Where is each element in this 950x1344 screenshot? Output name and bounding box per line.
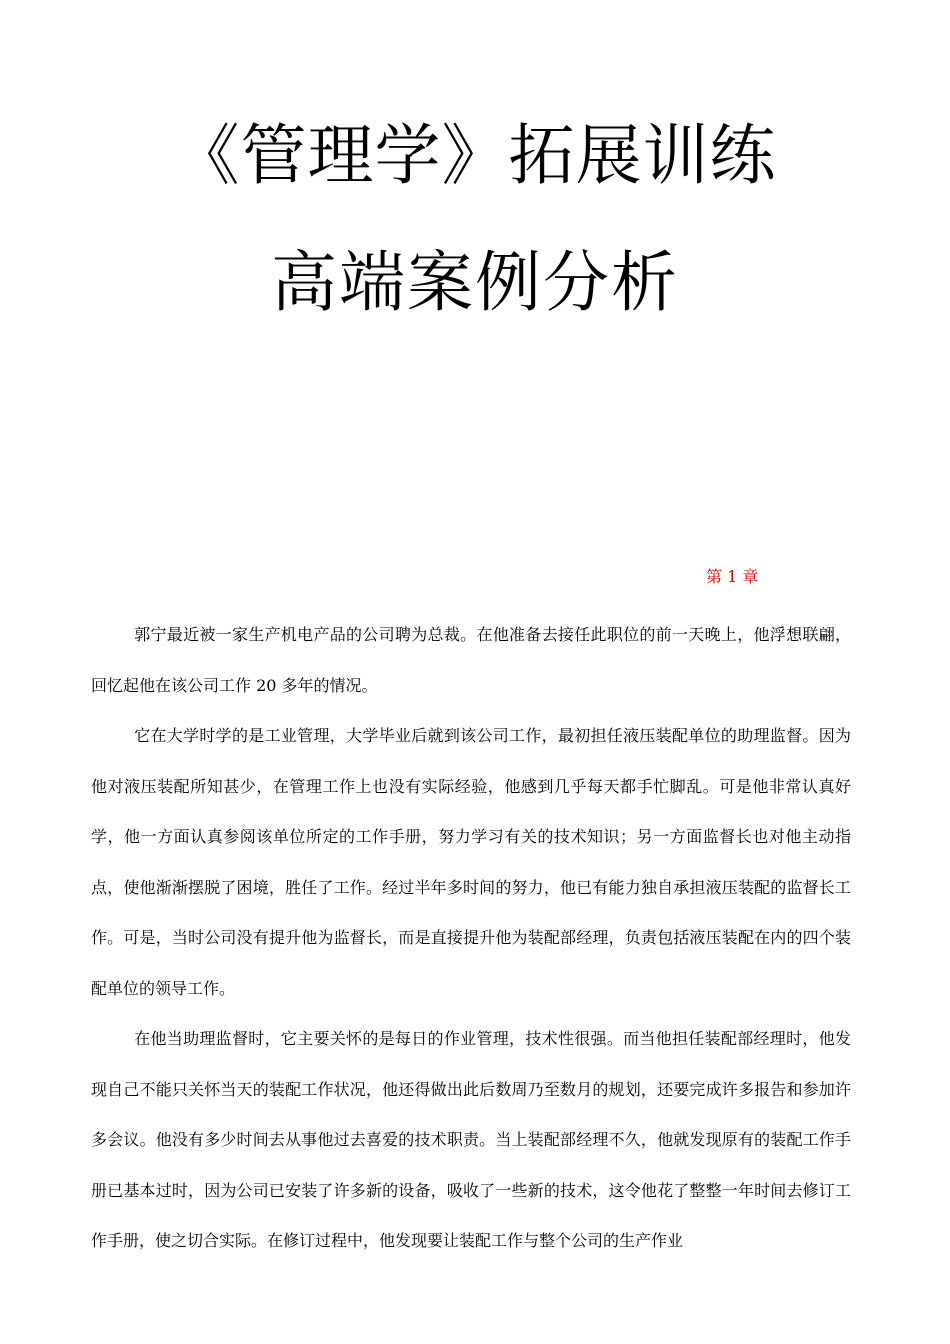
paragraph-3: 在他当助理监督时，它主要关怀的是每日的作业管理，技术性很强。而当他担任装配部经理时，他发现自己不能只关怀当天的装配工作状况，他还得做出此后数周乃至数月的规划，还要完成许多报告和参加许多会议。他没有多少时间去从事他过去喜爱的技术职责。当上装配部经理不久，他就发现原有的装配工作手册已基本过时，因为公司已安装了许多新的设备，吸收了一些新的技术，这令他花了整整一年时间去修订工作手册，使之切合实际。在修订过程中，他发现要让装配工作与整个公司的生产作业 bbox=[91, 1029, 851, 1250]
document-title-line-1: 《管理学》拓展训练 bbox=[173, 117, 777, 194]
case-body-text bbox=[91, 610, 851, 1267]
chapter-heading: 第 1 章 bbox=[706, 567, 759, 586]
document-title-line-2: 高端案例分析 bbox=[271, 244, 679, 321]
paragraph-1: 郭宁最近被一家生产机电产品的公司聘为总裁。在他准备去接任此职位的前一天晚上，他浮想联翩，回忆起他在该公司工作 20 多年的情况。 bbox=[91, 625, 851, 695]
paragraph-2: 它在大学时学的是工业管理，大学毕业后就到该公司工作，最初担任液压装配单位的助理监督。因为他对液压装配所知甚少，在管理工作上也没有实际经验，他感到几乎每天都手忙脚乱。可是他非常认真好学，他一方面认真参阅该单位所定的工作手册，努力学习有关的技术知识；另一方面监督长也对他主动指点，使他渐渐摆脱了困境，胜任了工作。经过半年多时间的努力，他已有能力独自承担液压装配的监督长工作。可是，当时公司没有提升他为监督长，而是直接提升他为装配部经理，负责包括液压装配在内的四个装配单位的领导工作。 bbox=[91, 726, 851, 998]
